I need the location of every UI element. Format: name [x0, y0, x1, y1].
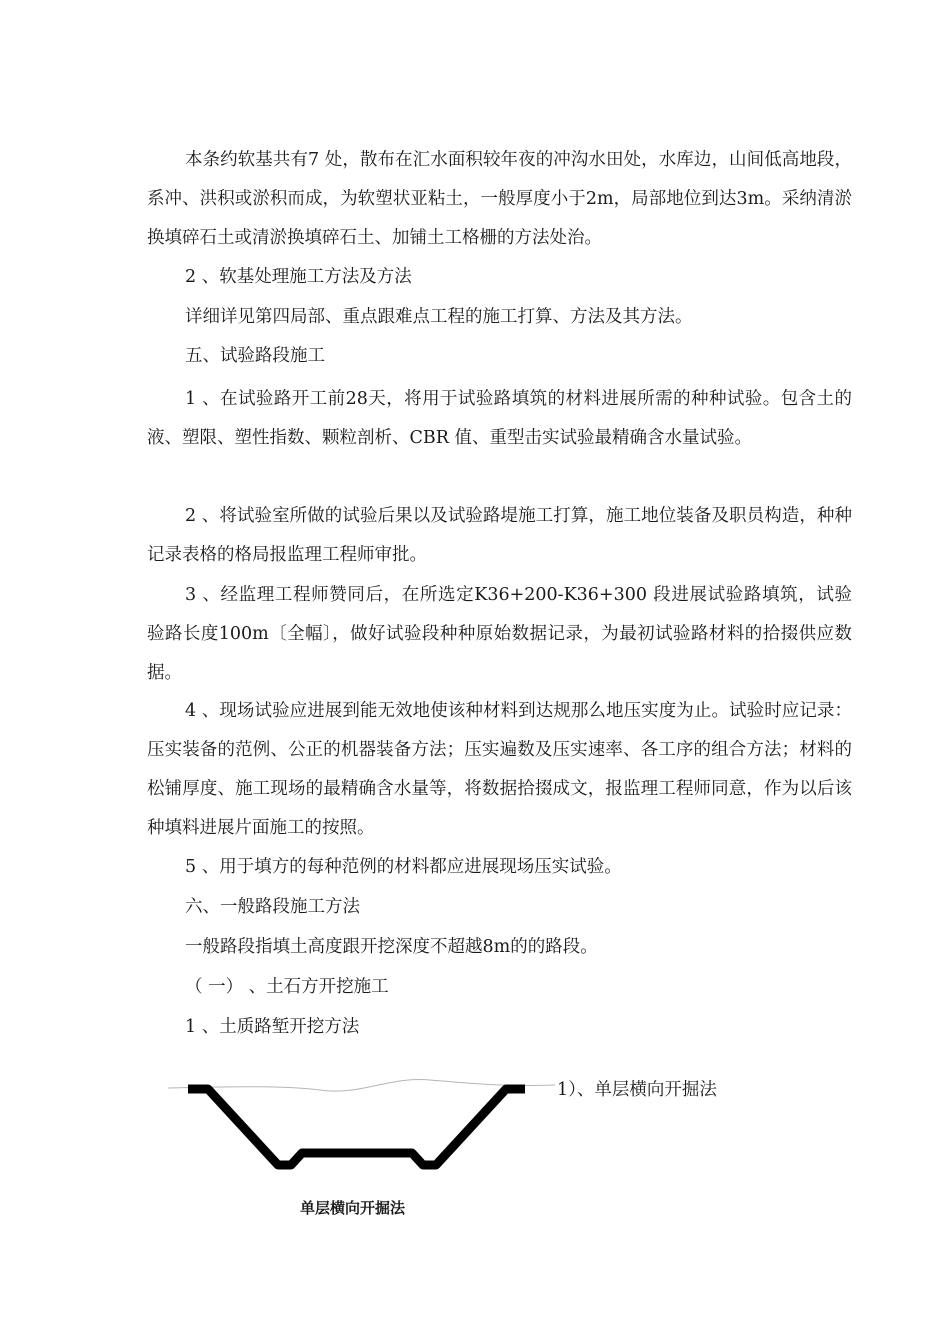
- paragraph-see-part-four: 详细详见第四局部、重点跟难点工程的施工打算、方法及其方法。: [185, 307, 693, 327]
- paragraph-test-item-1: 1 、在试验路开工前28天，将用于试验路填筑的材料进展所需的种种试验。包含土的液、塑限、塑性指数、颗粒剖析、CBR 值、重型击实试验最精确含水量试验。: [147, 389, 852, 448]
- excavation-cross-section-svg: [160, 1070, 560, 1180]
- paragraph-test-item-4: 4 、现场试验应进展到能无效地使该种材料到达规那么地压实度为止。试验时应记录：压实装备的范例、公正的机器装备方法；压实遍数及压实速率、各工序的组合方法；材料的松铺厚度、施工现场的最精确含水量等，将数据拾掇成文，报监理工程师同意，作为以后该种填料进展片面施工的按照。: [147, 701, 852, 838]
- excavation-profile-line: [188, 1089, 525, 1165]
- heading-earthwork-excavation: （ 一） 、土石方开挖施工: [185, 977, 389, 997]
- ground-surface-line: [168, 1079, 555, 1091]
- paragraph-general-section-definition: 一般路段指填土高度跟开挖深度不超越8m的的路段。: [185, 937, 598, 957]
- figure-side-label: 1）、单层横向开掘法: [557, 1080, 717, 1100]
- heading-test-section: 五、试验路段施工: [185, 346, 325, 366]
- heading-soil-cutting-method: 1 、土质路堑开挖方法: [185, 1017, 360, 1037]
- excavation-diagram: [160, 1070, 560, 1180]
- figure-caption: 单层横向开掘法: [300, 1199, 406, 1217]
- paragraph-test-item-2: 2 、将试验室所做的试验后果以及试验路堤施工打算，施工地位装备及职员构造，种种记录表格的格局报监理工程师审批。: [147, 506, 852, 565]
- paragraph-soft-foundation: 本条约软基共有7 处，散布在汇水面积较年夜的冲沟水田处，水库边，山间低高地段，系冲、洪积或淤积而成，为软塑状亚粘土，一般厚度小于2m，局部地位到达3m。采纳清淤换填碎石土或清淤换填碎石土、加铺土工格栅的方法处治。: [147, 150, 852, 248]
- paragraph-test-item-3: 3 、经监理工程师赞同后，在所选定K36+200-K36+300 段进展试验路填筑，试验验路长度100m〔全幅〕，做好试验段种种原始数据记录，为最初试验路材料的拾掇供应数据。: [147, 585, 852, 683]
- heading-general-section: 六、一般路段施工方法: [185, 897, 360, 917]
- heading-soft-foundation-method: 2 、软基处理施工方法及方法: [185, 267, 412, 287]
- paragraph-test-item-5: 5 、用于填方的每种范例的材料都应进展现场压实试验。: [185, 857, 622, 877]
